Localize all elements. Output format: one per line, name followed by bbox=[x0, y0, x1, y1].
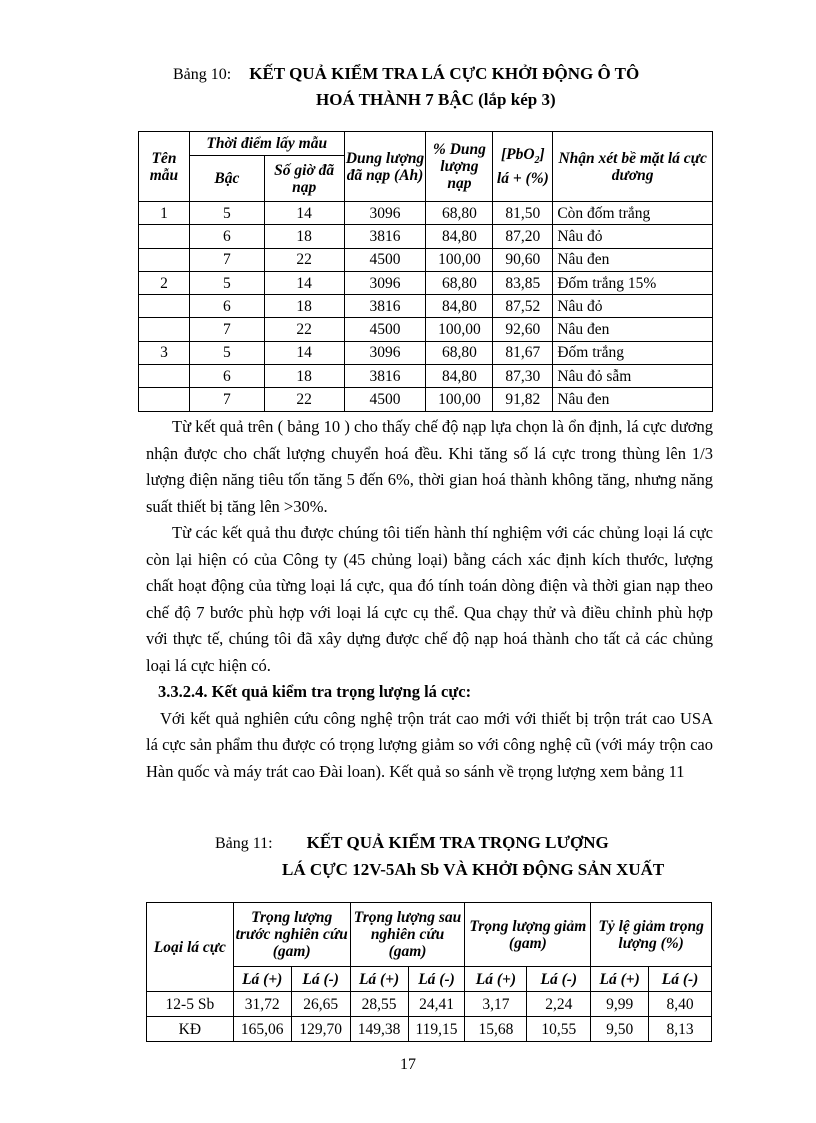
table-cell: Còn đốm trắng bbox=[553, 202, 713, 225]
table10-caption-prefix: Bảng 10: bbox=[173, 66, 232, 83]
table-cell: 22 bbox=[264, 248, 344, 271]
table-row bbox=[139, 225, 713, 248]
th-neg: Lá (-) bbox=[408, 967, 465, 992]
table-cell: 5 bbox=[189, 202, 264, 225]
table-row bbox=[139, 388, 713, 411]
table-cell: 100,00 bbox=[426, 318, 493, 341]
table-cell: 14 bbox=[264, 271, 344, 294]
table-cell: 6 bbox=[189, 225, 264, 248]
table-cell: 8,13 bbox=[649, 1017, 712, 1042]
table11 bbox=[146, 902, 712, 1042]
table-cell: 6 bbox=[189, 295, 264, 318]
table-row bbox=[147, 992, 712, 1017]
table-row bbox=[139, 271, 713, 294]
table-cell: 165,06 bbox=[233, 1017, 291, 1042]
table-cell: 18 bbox=[264, 365, 344, 388]
table-cell: 68,80 bbox=[426, 202, 493, 225]
table-cell: 3096 bbox=[344, 341, 426, 364]
table-cell: 2,24 bbox=[527, 992, 591, 1017]
table-cell: 31,72 bbox=[233, 992, 291, 1017]
th-hours: Số giờ đã nạp bbox=[264, 156, 344, 202]
table-cell bbox=[139, 388, 190, 411]
table-cell bbox=[139, 295, 190, 318]
th-capacity-pct: % Dung lượng nạp bbox=[426, 132, 493, 202]
table-cell: 68,80 bbox=[426, 271, 493, 294]
table-cell: 10,55 bbox=[527, 1017, 591, 1042]
table-cell: 4500 bbox=[344, 318, 426, 341]
table-cell: 12-5 Sb bbox=[147, 992, 234, 1017]
table-cell: Nâu đen bbox=[553, 318, 713, 341]
table10 bbox=[138, 131, 713, 412]
table-cell: 7 bbox=[189, 248, 264, 271]
table-cell: 18 bbox=[264, 225, 344, 248]
th-capacity: Dung lượng đã nạp (Ah) bbox=[344, 132, 426, 202]
table-cell: 91,82 bbox=[493, 388, 553, 411]
table-cell: 18 bbox=[264, 295, 344, 318]
table-cell: 22 bbox=[264, 388, 344, 411]
table-cell bbox=[139, 225, 190, 248]
table-cell: 3,17 bbox=[465, 992, 527, 1017]
table-cell: 28,55 bbox=[350, 992, 408, 1017]
table-cell: 3816 bbox=[344, 295, 426, 318]
table-cell: 81,50 bbox=[493, 202, 553, 225]
table-cell: 3096 bbox=[344, 202, 426, 225]
table-cell: Nâu đen bbox=[553, 248, 713, 271]
table-cell: 68,80 bbox=[426, 341, 493, 364]
table10-title-line2-wrap bbox=[316, 90, 556, 110]
th-remark: Nhận xét bề mặt lá cực dương bbox=[553, 132, 713, 202]
table-row bbox=[147, 1017, 712, 1042]
table-cell: 83,85 bbox=[493, 271, 553, 294]
th-reduced: Trọng lượng giảm (gam) bbox=[465, 903, 591, 967]
th-sampling-time: Thời điểm lấy mẫu bbox=[189, 132, 344, 156]
th-pos: Lá (+) bbox=[465, 967, 527, 992]
th-step: Bậc bbox=[189, 156, 264, 202]
table-cell: 90,60 bbox=[493, 248, 553, 271]
th-pos: Lá (+) bbox=[350, 967, 408, 992]
body-text bbox=[146, 414, 713, 785]
table-cell: 84,80 bbox=[426, 225, 493, 248]
table-row bbox=[139, 202, 713, 225]
page-number: 17 bbox=[400, 1056, 416, 1073]
section-heading: 3.3.2.4. Kết quả kiểm tra trọng lượng lá cực: bbox=[158, 682, 472, 701]
paragraph-3: Với kết quả nghiên cứu công nghệ trộn trát cao mới với thiết bị trộn trát cao USA lá cực sản phẩm thu được có trọng lượng giảm so với công nghệ cũ (với máy trộn cao Hàn quốc và máy trát cao Đài loan). Kết quả so sánh về trọng lượng xem bảng 11 bbox=[146, 708, 713, 781]
table-cell: 119,15 bbox=[408, 1017, 465, 1042]
paragraph-2: Từ các kết quả thu được chúng tôi tiến hành thí nghiệm với các chủng loại lá cực còn lại hiện có của Công ty (45 chủng loại) bằng cách xác định kích thước, lượng chất hoạt động của từng loại lá cực, qua đó tính toán dòng điện và thời gian nạp theo chế độ 7 bước phù hợp với loại lá cực cụ thể. Qua chạy thử và điều chỉnh phù hợp với thực tế, chúng tôi đã xây dựng được chế độ nạp hoá thành cho tất cả các chủng loại lá cực hiện có. bbox=[146, 523, 713, 675]
table-cell: 8,40 bbox=[649, 992, 712, 1017]
table-cell: 7 bbox=[189, 388, 264, 411]
table-cell: 5 bbox=[189, 341, 264, 364]
table-row bbox=[139, 341, 713, 364]
table-cell: 4500 bbox=[344, 388, 426, 411]
table-row bbox=[139, 318, 713, 341]
table-cell: 9,99 bbox=[591, 992, 649, 1017]
table11-caption bbox=[215, 833, 609, 853]
table-cell: 9,50 bbox=[591, 1017, 649, 1042]
table11-body bbox=[147, 992, 712, 1042]
table-cell: 100,00 bbox=[426, 248, 493, 271]
table-cell: 4500 bbox=[344, 248, 426, 271]
table-cell: 14 bbox=[264, 341, 344, 364]
th-neg: Lá (-) bbox=[527, 967, 591, 992]
table-cell: 84,80 bbox=[426, 365, 493, 388]
table-cell: 2 bbox=[139, 271, 190, 294]
th-pos: Lá (+) bbox=[591, 967, 649, 992]
th-after: Trọng lượng sau nghiên cứu (gam) bbox=[350, 903, 465, 967]
table-cell bbox=[139, 365, 190, 388]
th-pos: Lá (+) bbox=[233, 967, 291, 992]
table-cell: 87,30 bbox=[493, 365, 553, 388]
table-row bbox=[139, 365, 713, 388]
table-cell: Nâu đỏ sẫm bbox=[553, 365, 713, 388]
table-cell: 149,38 bbox=[350, 1017, 408, 1042]
table-cell bbox=[139, 248, 190, 271]
table-cell: 22 bbox=[264, 318, 344, 341]
table-cell: 87,20 bbox=[493, 225, 553, 248]
th-type: Loại lá cực bbox=[147, 903, 234, 992]
table-cell: Nâu đen bbox=[553, 388, 713, 411]
th-before: Trọng lượng trước nghiên cứu (gam) bbox=[233, 903, 350, 967]
table11-title-line1: KẾT QUẢ KIỂM TRA TRỌNG LƯỢNG bbox=[306, 833, 609, 852]
table-cell: 81,67 bbox=[493, 341, 553, 364]
table10-body bbox=[139, 202, 713, 412]
table-cell: 1 bbox=[139, 202, 190, 225]
table11-title-line2-wrap bbox=[282, 860, 664, 880]
th-pbo2: [PbO$_2$] lá + (%) bbox=[493, 132, 553, 202]
table-cell: 84,80 bbox=[426, 295, 493, 318]
table10-caption bbox=[173, 64, 639, 84]
table10-title-line1: KẾT QUẢ KIỂM TRA LÁ CỰC KHỞI ĐỘNG Ô TÔ bbox=[249, 64, 640, 83]
table-cell: 14 bbox=[264, 202, 344, 225]
th-ratio: Tỷ lệ giảm trọng lượng (%) bbox=[591, 903, 712, 967]
table-cell: 26,65 bbox=[291, 992, 350, 1017]
table-cell: Đốm trắng bbox=[553, 341, 713, 364]
table-cell: 3096 bbox=[344, 271, 426, 294]
table-cell: 3816 bbox=[344, 365, 426, 388]
table-cell: 87,52 bbox=[493, 295, 553, 318]
th-sample: Tên mẫu bbox=[139, 132, 190, 202]
table-row bbox=[139, 295, 713, 318]
table-cell: Nâu đỏ bbox=[553, 225, 713, 248]
table-cell: 92,60 bbox=[493, 318, 553, 341]
table-cell: 7 bbox=[189, 318, 264, 341]
table-cell: 24,41 bbox=[408, 992, 465, 1017]
th-neg: Lá (-) bbox=[649, 967, 712, 992]
table-row bbox=[139, 248, 713, 271]
table10-title-line2: HOÁ THÀNH 7 BẬC (lắp kép 3) bbox=[316, 90, 556, 109]
table-cell: 15,68 bbox=[465, 1017, 527, 1042]
table11-title-line2: LÁ CỰC 12V-5Ah Sb VÀ KHỞI ĐỘNG SẢN XUẤT bbox=[282, 860, 665, 879]
th-neg: Lá (-) bbox=[291, 967, 350, 992]
table-cell: 6 bbox=[189, 365, 264, 388]
table11-caption-prefix: Bảng 11: bbox=[215, 835, 273, 852]
table-cell: 100,00 bbox=[426, 388, 493, 411]
paragraph-1: Từ kết quả trên ( bảng 10 ) cho thấy chế độ nạp lựa chọn là ổn định, lá cực dương nhận được cho chất lượng chuyển hoá đều. Khi tăng số lá cực trong thùng lên 1/3 lượng điện năng tiêu tốn tăng 5 đến 6%, thời gian hoá thành không tăng, nhưng năng suất thiết bị tăng lên >30%. bbox=[146, 417, 713, 516]
table-cell: Đốm trắng 15% bbox=[553, 271, 713, 294]
table-cell: Nâu đỏ bbox=[553, 295, 713, 318]
table-cell bbox=[139, 318, 190, 341]
table-cell: 129,70 bbox=[291, 1017, 350, 1042]
table-cell: KĐ bbox=[147, 1017, 234, 1042]
table-cell: 3 bbox=[139, 341, 190, 364]
table-cell: 3816 bbox=[344, 225, 426, 248]
table-cell: 5 bbox=[189, 271, 264, 294]
